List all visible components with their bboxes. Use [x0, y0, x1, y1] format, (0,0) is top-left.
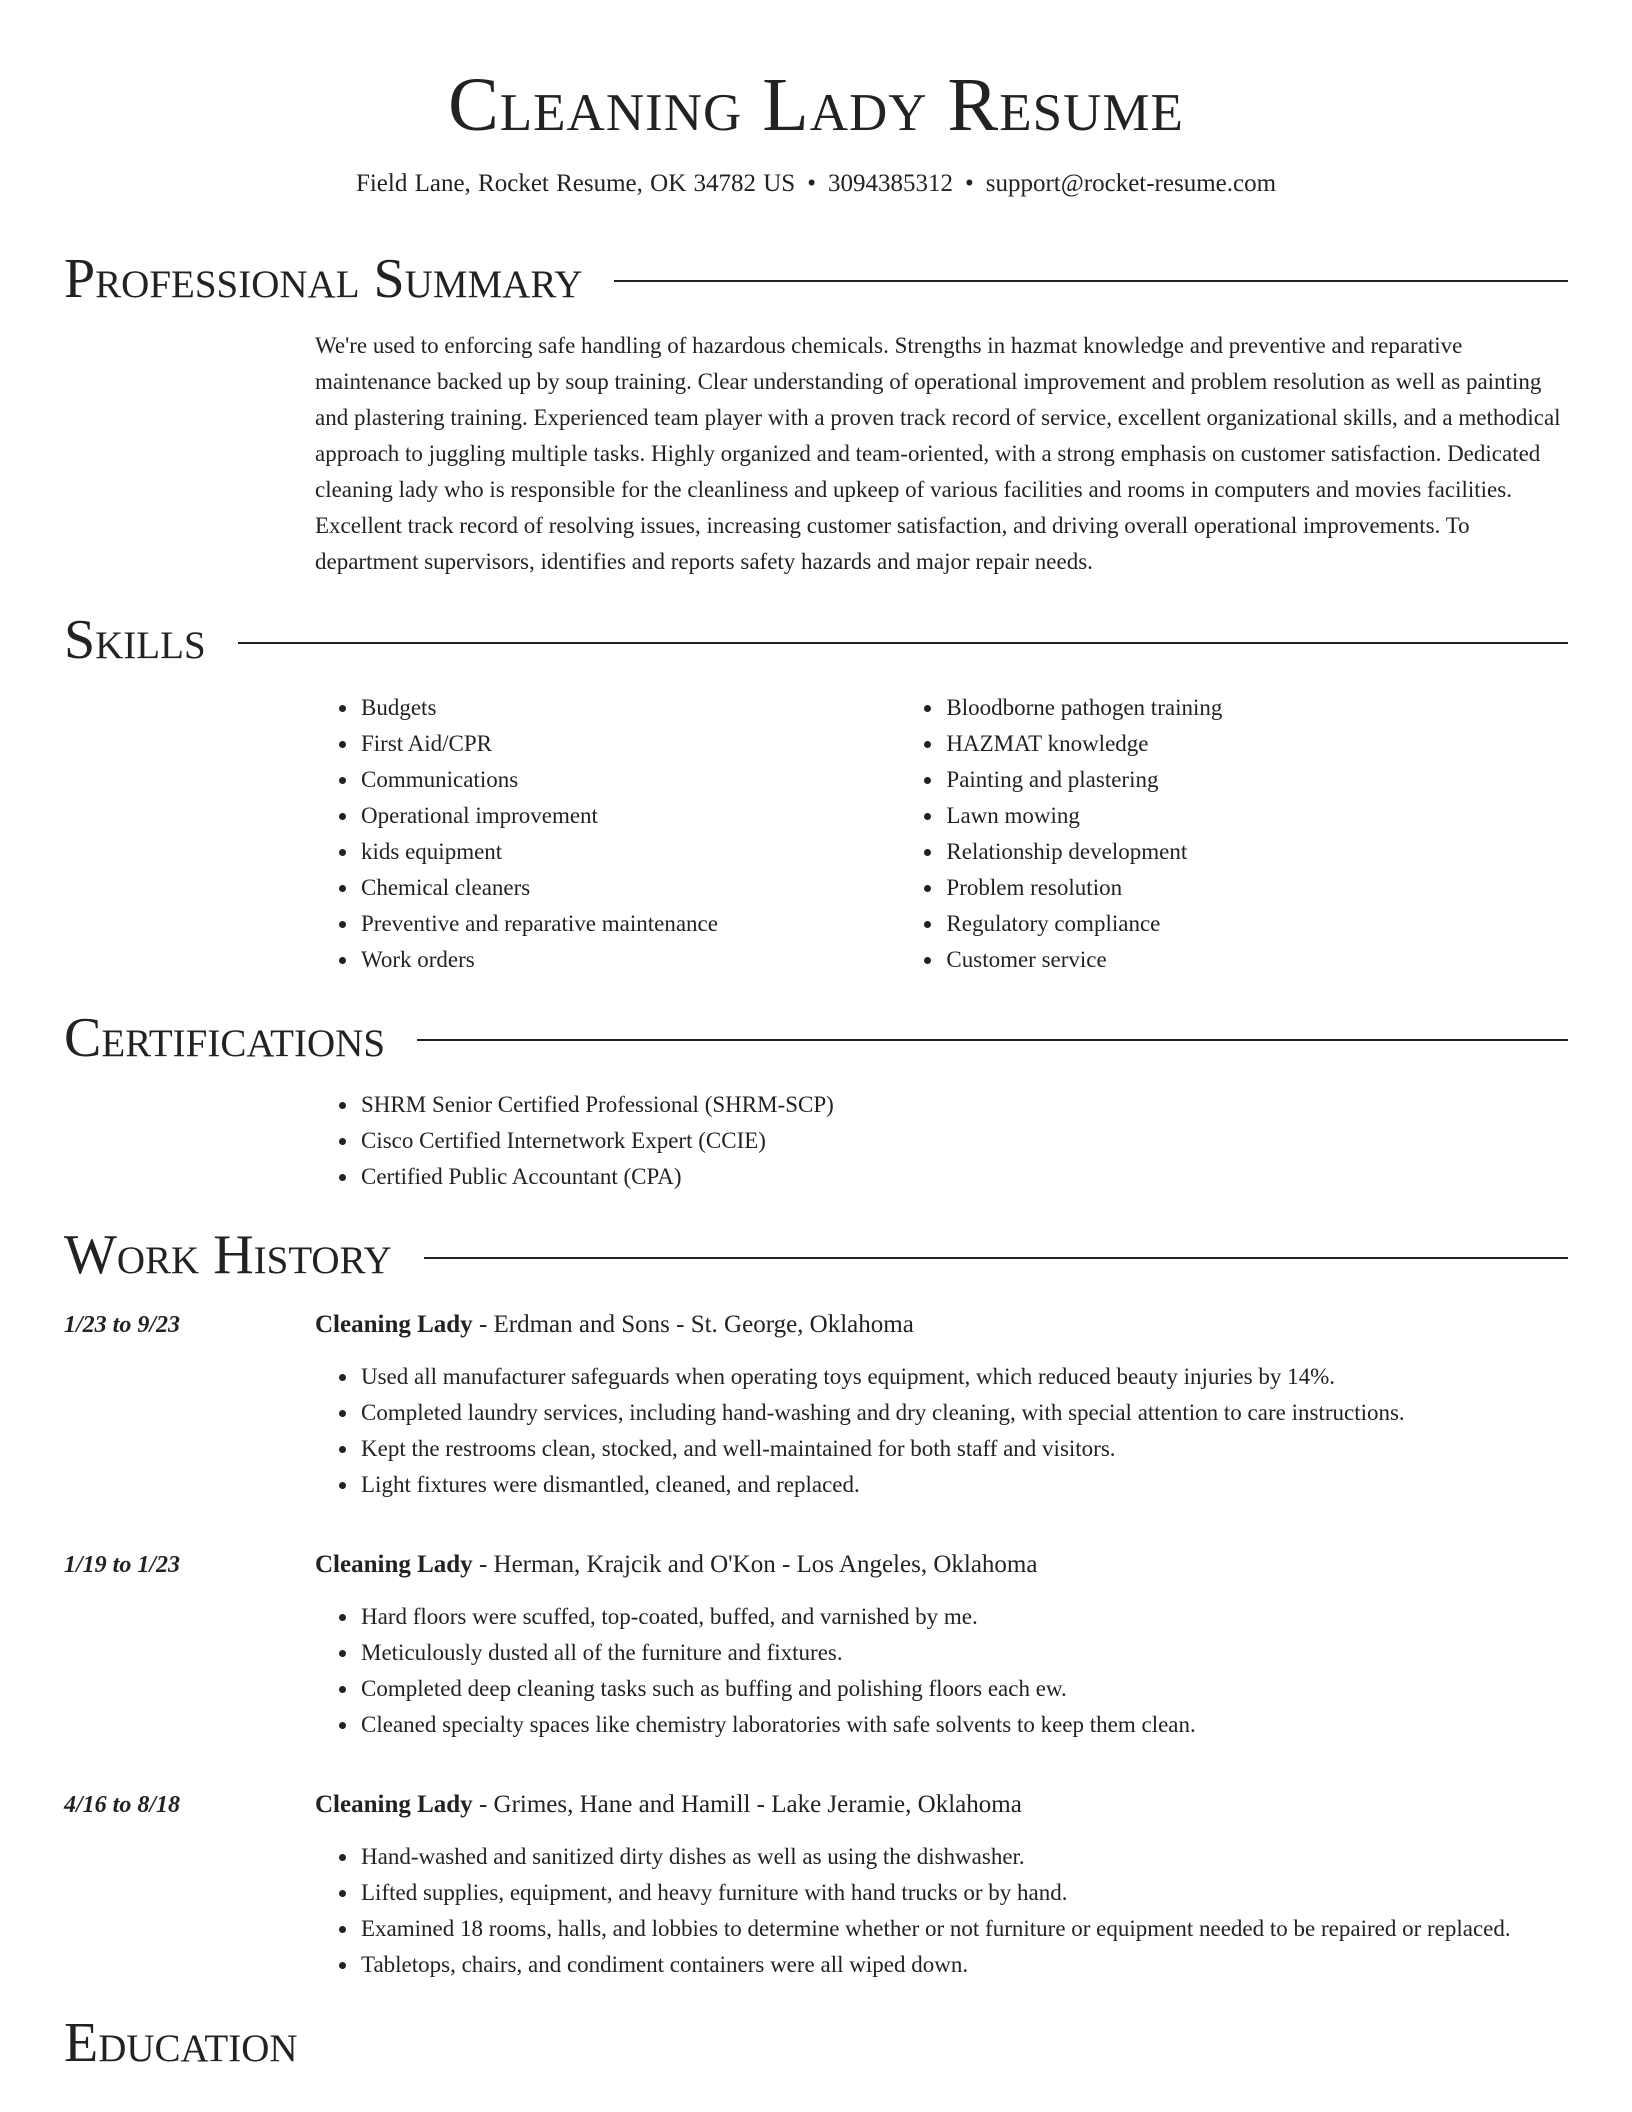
section-rule: [614, 280, 1568, 282]
certification-item: • SHRM Senior Certified Professional (SHRM-SCP): [359, 1087, 1568, 1123]
certification-item: • Cisco Certified Internetwork Expert (CCIE): [359, 1123, 1568, 1159]
contact-separator: •: [964, 170, 974, 197]
job-bullets: [315, 1839, 1568, 1983]
skills-list: [315, 690, 1568, 978]
resume-title: Cleaning Lady Resume: [448, 63, 1184, 147]
skills-column-left: [315, 690, 900, 978]
job-bullet: • Used all manufacturer safeguards when operating toys equipment, which reduced beauty injuries by 14%.: [359, 1359, 1568, 1395]
job-bullet: • Examined 18 rooms, halls, and lobbies to determine whether or not furniture or equipment needed to be repaired or replaced.: [359, 1911, 1568, 1947]
skill-item: • kids equipment: [359, 834, 900, 870]
skill-item: • First Aid/CPR: [359, 726, 900, 762]
job-employer: - Grimes, Hane and Hamill - Lake Jeramie, Oklahoma: [472, 1790, 1022, 1818]
job-dates: 1/23 to 9/23: [64, 1311, 181, 1338]
certification-item: • Certified Public Accountant (CPA): [359, 1159, 1568, 1195]
section-header-certifications: [64, 1008, 1568, 1070]
job-title-line: [315, 1787, 1568, 1823]
contact-line: [64, 168, 1568, 201]
job-bullet: • Completed laundry services, including hand-washing and dry cleaning, with special attention to care instructions.: [359, 1395, 1568, 1431]
job-entry: [64, 1787, 1568, 1983]
skill-item: • Regulatory compliance: [944, 906, 1568, 942]
skill-item: • Customer service: [944, 942, 1568, 978]
job-bullet: • Light fixtures were dismantled, cleaned, and replaced.: [359, 1467, 1568, 1503]
certifications-list: [315, 1087, 1568, 1195]
job-bullet: • Completed deep cleaning tasks such as buffing and polishing floors each ew.: [359, 1671, 1568, 1707]
skill-item: • Communications: [359, 762, 900, 798]
section-header-skills: [64, 610, 1568, 672]
skill-item: • Preventive and reparative maintenance: [359, 906, 900, 942]
skill-item: • Relationship development: [944, 834, 1568, 870]
contact-separator: •: [807, 170, 816, 197]
skill-item: • Bloodborne pathogen training: [944, 690, 1568, 726]
section-rule: [417, 1039, 1568, 1041]
section-title-work-history: Work History: [64, 1224, 392, 1287]
job-bullet: • Cleaned specialty spaces like chemistry laboratories with safe solvents to keep them clean.: [359, 1707, 1568, 1743]
skill-item: • Painting and plastering: [944, 762, 1568, 798]
skill-item: • HAZMAT knowledge: [944, 726, 1568, 762]
section-title-certifications: Certifications: [64, 1006, 386, 1069]
skills-column-right: [900, 690, 1568, 978]
job-title: Cleaning Lady: [315, 1310, 473, 1338]
contact-address: Field Lane, Rocket Resume, OK 34782 US: [355, 170, 796, 197]
skill-item: • Problem resolution: [944, 870, 1568, 906]
section-rule: [424, 1257, 1568, 1259]
section-header-summary: [64, 249, 1568, 311]
section-rule: [238, 642, 1568, 644]
job-bullet: • Hand-washed and sanitized dirty dishes as well as using the dishwasher.: [359, 1839, 1568, 1875]
job-dates: 1/19 to 1/23: [64, 1551, 181, 1578]
skill-item: • Operational improvement: [359, 798, 900, 834]
job-detail: [315, 1547, 1568, 1743]
skill-item: • Chemical cleaners: [359, 870, 900, 906]
job-detail: [315, 1787, 1568, 1983]
job-title-line: [315, 1307, 1568, 1343]
job-bullets: [315, 1359, 1568, 1503]
job-bullet: • Tabletops, chairs, and condiment containers were all wiped down.: [359, 1947, 1568, 1983]
job-bullet: • Lifted supplies, equipment, and heavy furniture with hand trucks or by hand.: [359, 1875, 1568, 1911]
job-bullet: • Hard floors were scuffed, top-coated, buffed, and varnished by me.: [359, 1599, 1568, 1635]
job-bullets: [315, 1599, 1568, 1743]
summary-text: We're used to enforcing safe handling of hazardous chemicals. Strengths in hazmat knowledge and preventive and reparative maintenance backed up by soup training. Clear understanding of operational improvement and problem resolution as well as painting and plastering training. Experienced team player with a proven track record of service, excellent organizational skills, and a methodical approach to juggling multiple tasks. Highly organized and team-oriented, with a strong emphasis on customer satisfaction. Dedicated cleaning lady who is responsible for the cleanliness and upkeep of various facilities and rooms in computers and movies facilities. Excellent track record of resolving issues, increasing customer satisfaction, and driving overall operational improvements. To department supervisors, identifies and reports safety hazards and major repair needs.: [315, 333, 1561, 575]
job-dates: 4/16 to 8/18: [64, 1791, 181, 1818]
contact-phone: 3094385312: [827, 170, 953, 197]
job-title: Cleaning Lady: [315, 1790, 473, 1818]
skill-item: • Lawn mowing: [944, 798, 1568, 834]
section-header-work-history: [64, 1225, 1568, 1287]
job-title: Cleaning Lady: [315, 1550, 473, 1578]
job-employer: - Herman, Krajcik and O'Kon - Los Angeles, Oklahoma: [472, 1550, 1038, 1578]
section-title-skills: Skills: [64, 609, 206, 672]
job-detail: [315, 1307, 1568, 1503]
job-employer: - Erdman and Sons - St. George, Oklahoma: [472, 1310, 914, 1338]
skill-item: • Budgets: [359, 690, 900, 726]
contact-email: support@rocket-resume.com: [985, 170, 1277, 197]
job-entry: [64, 1307, 1568, 1503]
section-header-education: [64, 2013, 1568, 2075]
job-bullet: • Kept the restrooms clean, stocked, and well-maintained for both staff and visitors.: [359, 1431, 1568, 1467]
skill-item: • Work orders: [359, 942, 900, 978]
job-bullet: • Meticulously dusted all of the furniture and fixtures.: [359, 1635, 1568, 1671]
job-title-line: [315, 1547, 1568, 1583]
section-title-education: Education: [64, 2011, 298, 2074]
job-entry: [64, 1547, 1568, 1743]
resume-page: [64, 0, 1568, 2074]
section-title-summary: Professional Summary: [64, 247, 583, 310]
